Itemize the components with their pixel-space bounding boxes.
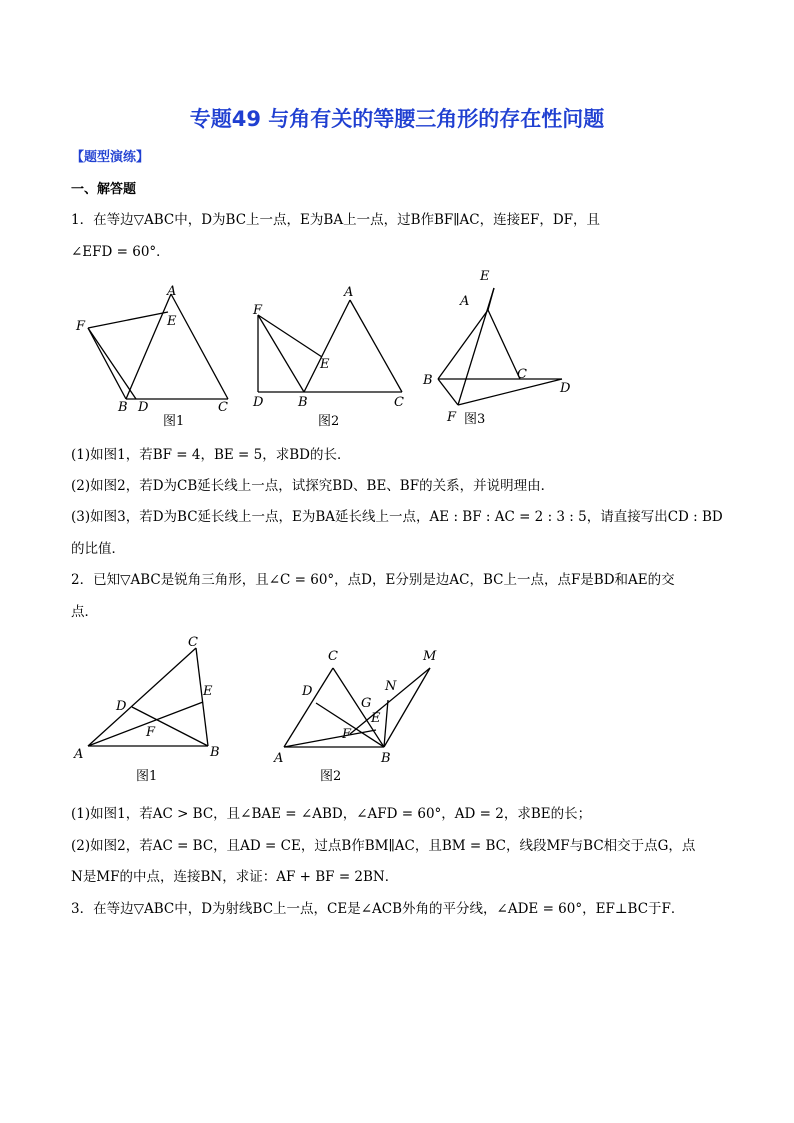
segment-FE (258, 315, 322, 357)
label-C: C (394, 395, 404, 410)
q1-figure-3 (420, 265, 590, 430)
q1-stem-line1: 1．在等边▽ABC中，D为BC上一点，E为BA上一点，过B作BF∥AC，连接EF，DF，且 (71, 212, 601, 228)
q2-figure-1 (70, 630, 240, 785)
label-E: E (320, 357, 330, 372)
label-E: E (203, 684, 213, 699)
caption-fig2: 图2 (318, 414, 340, 429)
q2-part1: (1)如图1，若AC > BC，且∠BAE = ∠ABD，∠AFD = 60°，AD = 2，求BE的长； (71, 806, 592, 822)
segment-BF (438, 379, 458, 405)
label-A: A (274, 751, 284, 766)
label-D: D (253, 395, 264, 410)
label-E: E (371, 711, 381, 726)
segment-AB (438, 310, 488, 379)
segment-FD (458, 379, 562, 405)
label-C: C (218, 400, 228, 415)
segment-FD (88, 328, 136, 399)
q2-part2-line2: N是MF的中点，连接BN，求证：AF + BF = 2BN． (71, 869, 399, 885)
label-B: B (118, 400, 128, 415)
segment-CA (284, 668, 333, 747)
label-D: D (560, 381, 571, 396)
label-A: A (74, 747, 84, 762)
q2-part2-line1: (2)如图2，若AC = BC，且AD = CE，过点B作BM∥AC，且BM = BC，线段MF与BC相交于点G，点 (71, 838, 696, 854)
segment-FE (88, 312, 168, 328)
segment-AC (488, 310, 520, 379)
segment-CB (333, 668, 384, 747)
caption-fig1: 图1 (163, 414, 185, 429)
label-C: C (517, 367, 527, 382)
label-E: E (167, 314, 177, 329)
segment-FB (258, 315, 304, 392)
label-A: A (167, 284, 177, 299)
label-F: F (76, 319, 86, 334)
label-C: C (328, 649, 338, 664)
label-D: D (116, 699, 127, 714)
segment-FB (88, 328, 126, 399)
label-B: B (423, 373, 433, 388)
q2-stem-line2: 点． (71, 604, 98, 620)
label-B: B (381, 751, 391, 766)
q2-stem-line1: 2．已知▽ABC是锐角三角形，且∠C = 60°，点D，E分别是边AC，BC上一点，点F是BD和AE的交 (71, 572, 675, 588)
q1-figure-2 (250, 280, 420, 430)
q1-part3-line2: 的比值． (71, 541, 125, 557)
q1-part1: (1)如图1，若BF = 4，BE = 5，求BD的长． (71, 447, 351, 463)
label-N: N (385, 679, 397, 694)
label-B: B (210, 745, 220, 760)
label-F: F (342, 727, 352, 742)
label-E: E (480, 269, 490, 284)
caption-fig2: 图2 (320, 769, 342, 784)
label-D: D (138, 400, 149, 415)
segment-AB (126, 294, 171, 399)
q1-part2: (2)如图2，若D为CB延长线上一点，试探究BD、BE、BF的关系，并说明理由． (71, 478, 555, 494)
label-F: F (253, 303, 263, 318)
label-F: F (146, 725, 156, 740)
segment-BD (132, 707, 208, 746)
label-B: B (298, 395, 308, 410)
segment-AC (171, 294, 228, 399)
caption-fig3: 图3 (464, 412, 486, 427)
label-A: A (344, 285, 354, 300)
page-title: 专题49 与角有关的等腰三角形的存在性问题 (189, 107, 605, 131)
label-G: G (361, 696, 372, 711)
section-tag: 【题型演练】 (71, 150, 150, 165)
q3-stem: 3．在等边▽ABC中，D为射线BC上一点，CE是∠ACB外角的平分线，∠ADE = 60°，EF⊥BC于F． (71, 901, 685, 917)
caption-fig1: 图1 (136, 769, 158, 784)
segment-AB (304, 300, 350, 392)
label-C: C (188, 635, 198, 650)
q1-figure-1 (70, 280, 240, 430)
section-heading: 一、解答题 (71, 182, 137, 197)
label-D: D (302, 684, 313, 699)
label-M: M (423, 649, 437, 664)
label-A: A (460, 294, 470, 309)
q1-stem-line2: ∠EFD = 60°． (71, 244, 170, 260)
segment-AC (350, 300, 402, 392)
q2-figure-2 (270, 640, 450, 785)
label-F: F (447, 410, 457, 425)
q1-part3-line1: (3)如图3，若D为BC延长线上一点，E为BA延长线上一点，AE : BF : AC = 2 : 3 : 5，请直接写出CD : BD (71, 509, 723, 525)
